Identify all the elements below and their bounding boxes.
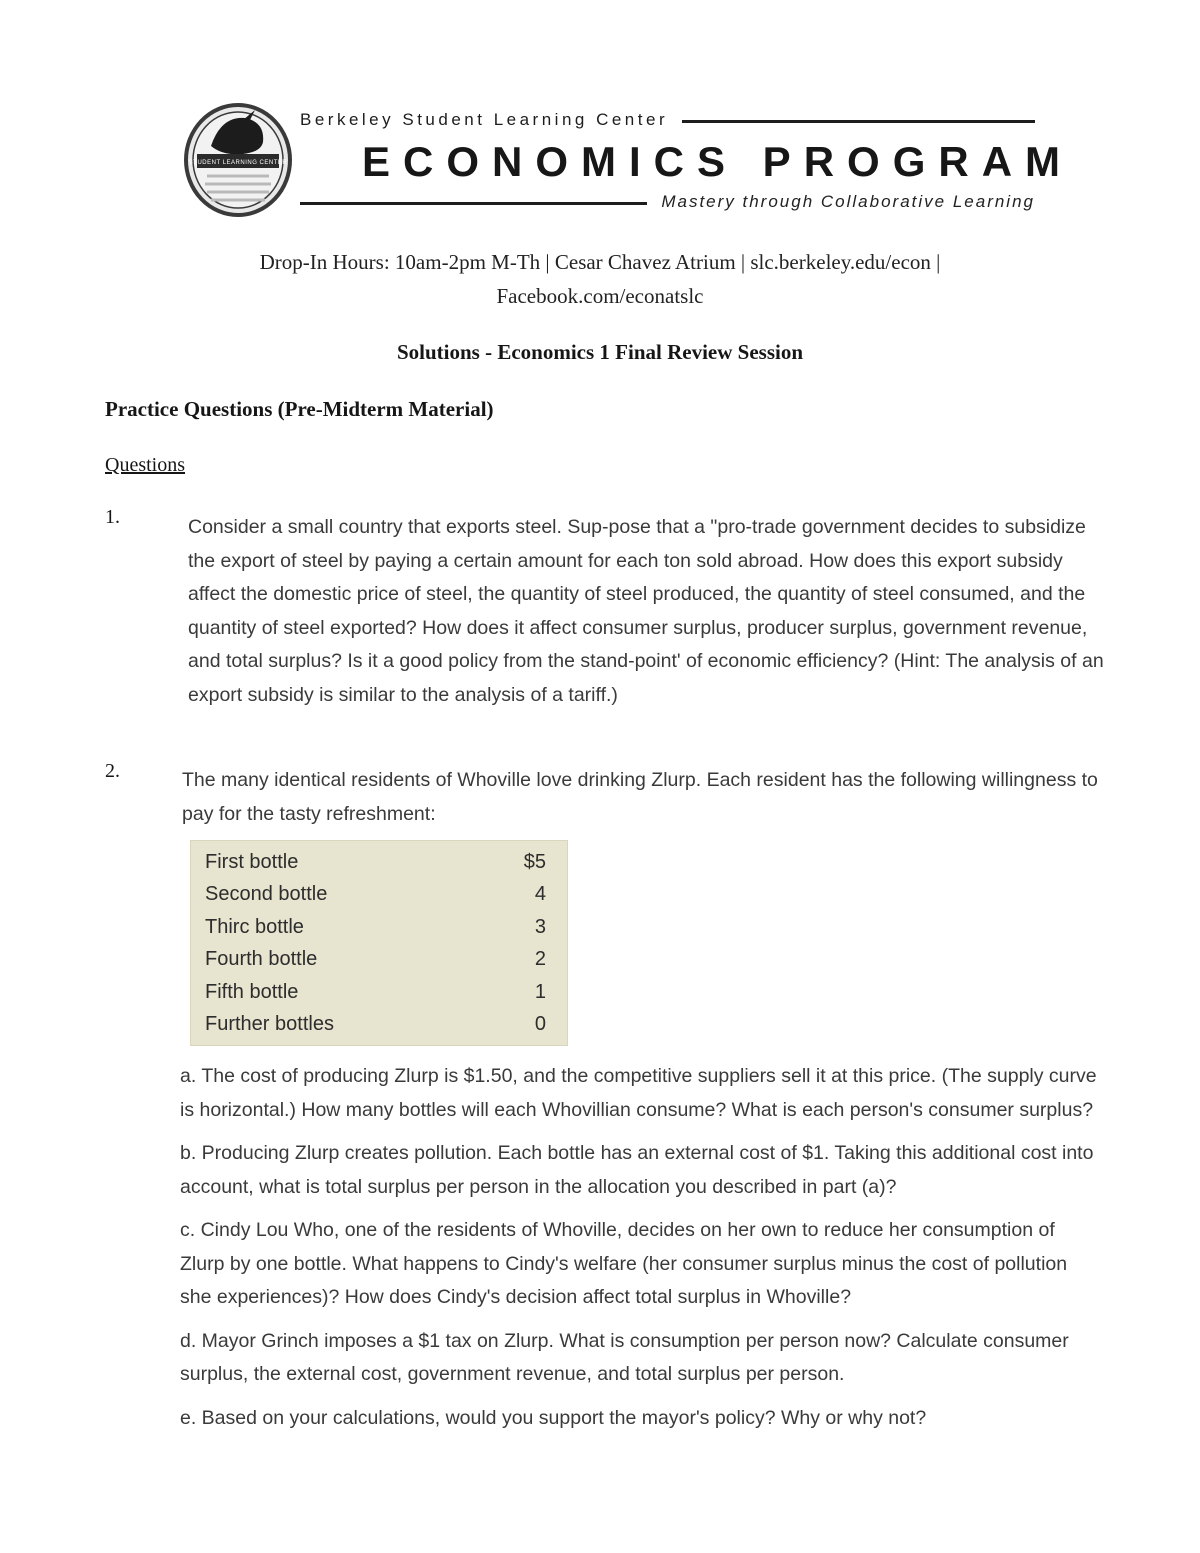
subquestions <box>180 1060 1100 1445</box>
table-row-label: Second bottle <box>205 883 328 906</box>
header-rule-top <box>682 120 1035 123</box>
program-title: ECONOMICS PROGRAM <box>362 138 1074 185</box>
willingness-to-pay-table <box>190 840 568 1046</box>
questions-heading: Questions <box>105 454 185 476</box>
subquestion-d: d. Mayor Grinch imposes a $1 tax on Zlurp. What is consumption per person now? Calculate consumer surplus, the external cost, government revenue, and total surplus per person. <box>180 1329 1069 1385</box>
table-row <box>190 846 568 879</box>
question-1-number: 1. <box>105 506 120 528</box>
table-row-label: Further bottles <box>205 1013 334 1036</box>
table-row <box>190 911 568 944</box>
subquestion-e: e. Based on your calculations, would you support the mayor's policy? Why or why not? <box>180 1406 927 1429</box>
question-1-text: Consider a small country that exports steel. Sup-pose that a "pro-trade government decides to subsidize the export of steel by paying a certain amount for each ton sold abroad. How does this export subsidy affect the domestic price of steel, the quantity of steel produced, the quantity of steel consumed, and the quantity of steel exported? How does it affect consumer surplus, producer surplus, government revenue, and total surplus? Is it a good policy from the stand-point' of economic efficiency? (Hint: The analysis of an export subsidy is similar to the analysis of a tariff.) <box>188 516 1104 706</box>
table-row <box>190 879 568 912</box>
table-row <box>190 976 568 1009</box>
question-2-text: The many identical residents of Whoville love drinking Zlurp. Each resident has the following willingness to pay for the tasty refreshment: <box>182 769 1098 825</box>
table-row <box>190 944 568 977</box>
table-row-label: Thirc bottle <box>205 915 304 938</box>
header <box>300 110 1074 212</box>
slc-seal-logo <box>183 102 293 218</box>
table-row-value: 2 <box>534 948 546 971</box>
table-row-value: 1 <box>534 980 546 1003</box>
table-row-label: First bottle <box>205 850 299 873</box>
table-row-label: Fifth bottle <box>205 980 299 1003</box>
program-tagline: Mastery through Collaborative Learning <box>661 192 1035 211</box>
svg-text:STUDENT LEARNING CENTER: STUDENT LEARNING CENTER <box>188 160 288 166</box>
subquestion-a: a. The cost of producing Zlurp is $1.50, and the competitive suppliers sell it at this price. (The supply curve is horizontal.) How many bottles will each Whovillian consume? What is each person's consumer surplus? <box>180 1065 1097 1121</box>
subquestion-c: c. Cindy Lou Who, one of the residents of Whoville, decides on her own to reduce her consumption of Zlurp by one bottle. What happens to Cindy's welfare (her consumer surplus minus the cost of pollution she experiences)? How does Cindy's decision affect total surplus in Whoville? <box>180 1219 1068 1308</box>
table-row-value: 0 <box>534 1013 546 1036</box>
table-row <box>190 1009 568 1042</box>
seal-icon <box>183 102 293 218</box>
table-row-label: Fourth bottle <box>205 948 318 971</box>
table-row-value: $5 <box>523 850 546 873</box>
subquestion-b: b. Producing Zlurp creates pollution. Each bottle has an external cost of $1. Taking this additional cost into account, what is total surplus per person in the allocation you described in part (a)? <box>180 1142 1094 1198</box>
document-title: Solutions - Economics 1 Final Review Session <box>396 340 804 364</box>
dropin-hours-line: Drop-In Hours: 10am-2pm M-Th | Cesar Chavez Atrium | slc.berkeley.edu/econ | <box>259 250 941 274</box>
org-row <box>300 110 1035 130</box>
org-name: Berkeley Student Learning Center <box>300 110 669 129</box>
table-row-value: 3 <box>534 915 546 938</box>
question-2-number: 2. <box>105 760 120 782</box>
section-heading: Practice Questions (Pre-Midterm Material) <box>105 397 494 421</box>
facebook-line: Facebook.com/econatslc <box>496 284 704 308</box>
header-rule-bottom <box>300 202 647 205</box>
tagline-row <box>300 192 1035 212</box>
table-row-value: 4 <box>534 883 546 906</box>
